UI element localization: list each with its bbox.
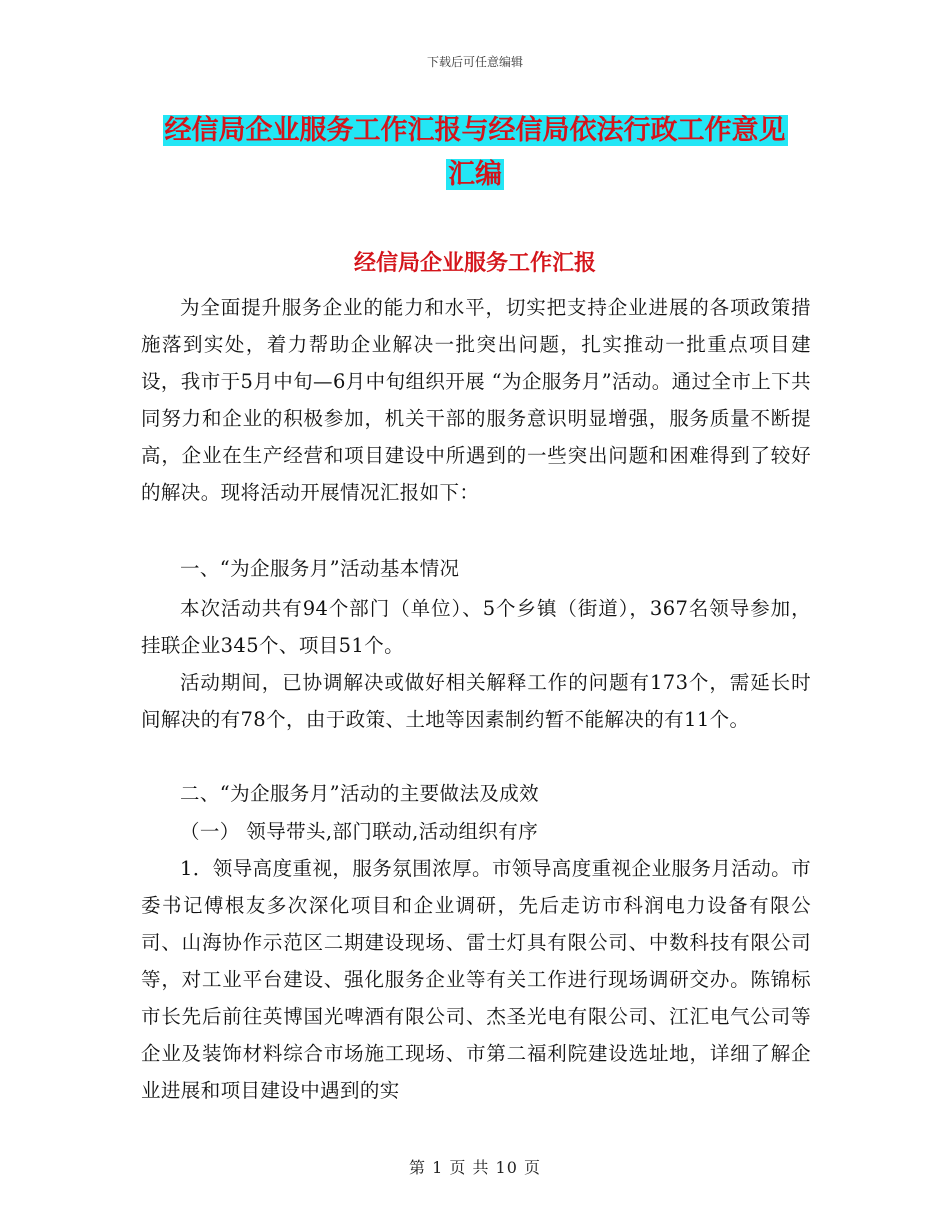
paragraph-leadership: 1．领导高度重视，服务氛围浓厚。市领导高度重视企业服务月活动。市委书记傅根友多次深化项目和企业调研，先后走访市科润电力设备有限公司、山海协作示范区二期建设现场、雷士灯具有限公司、中数科技有限公司等，对工业平台建设、强化服务企业等有关工作进行现场调研交办。陈锦标市长先后前往英博国光啤酒有限公司、杰圣光电有限公司、江汇电气公司等企业及装饰材料综合市场施工现场、市第二福利院建设选址地，详细了解企业进展和项目建设中遇到的实 [141, 857, 811, 1102]
main-title-line-1 [0, 111, 950, 151]
page-footer: 第 1 页 共 10 页 [409, 1158, 541, 1177]
paragraph-intro: 为全面提升服务企业的能力和水平，切实把支持企业进展的各项政策措施落到实处，着力帮助企业解决一批突出问题，扎实推动一批重点项目建设，我市于5月中旬—6月中旬组织开展 “为企服务月”活动。通过全市上下共同努力和企业的积极参加，机关干部的服务意识明显增强，服务质量不断提高，企业在生产经营和项目建设中所遇到的一些突出问题和困难得到了较好的解决。现将活动开展情况汇报如下： [141, 296, 811, 504]
paragraph-basic-info: 本次活动共有94个部门（单位）、5个乡镇（街道），367名领导参加，挂联企业345个、项目51个。 [141, 597, 811, 657]
heading-part-1: 一、“为企服务月”活动基本情况 [180, 557, 460, 580]
section-title: 经信局企业服务工作汇报 [353, 251, 596, 276]
main-title-text-1: 经信局企业服务工作汇报与经信局依法行政工作意见 [164, 115, 786, 146]
header-note: 下载后可任意编辑 [426, 55, 523, 69]
paragraph-problem-stats: 活动期间，已协调解决或做好相关解释工作的问题有173个，需延长时间解决的有78个，由于政策、土地等因素制约暂不能解决的有11个。 [141, 671, 811, 731]
main-title-line-2 [0, 155, 950, 195]
main-title-text-2: 汇编 [448, 159, 502, 190]
heading-part-2: 二、“为企服务月”活动的主要做法及成效 [180, 782, 540, 805]
subheading-1: （一） 领导带头,部门联动,活动组织有序 [180, 820, 539, 843]
